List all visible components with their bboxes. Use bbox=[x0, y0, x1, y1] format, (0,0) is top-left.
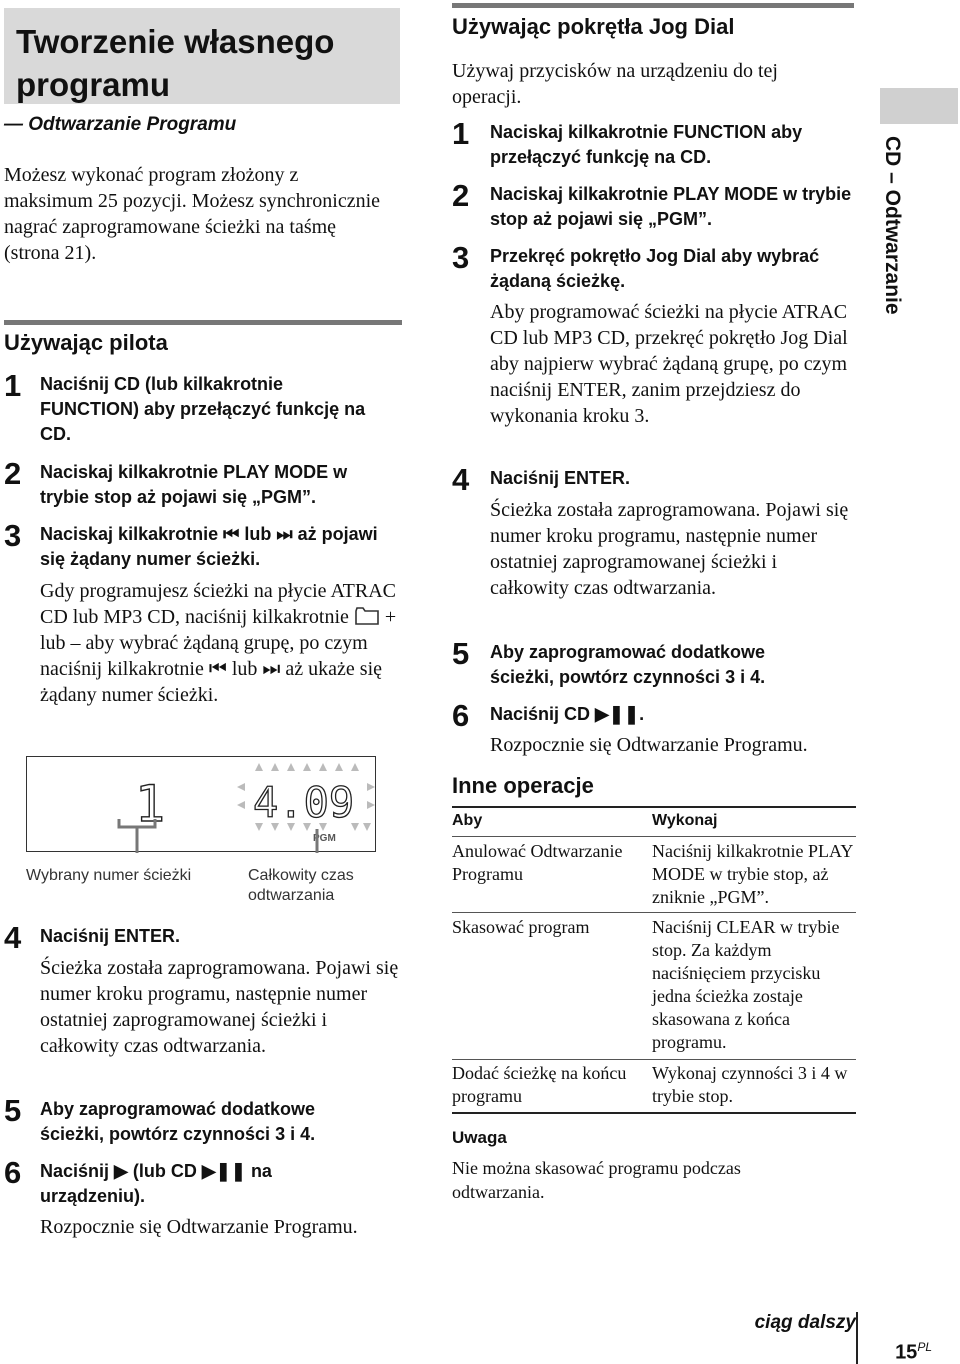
step-number: 2 bbox=[452, 178, 470, 213]
step-number: 2 bbox=[4, 456, 22, 491]
jog-step-4-body: Ścieżka została zaprogramowana. Pojawi się numer kroku programu, następnie numer ostatniej zaprogramowanej ścieżki i całkowity czas odtwarzania. bbox=[490, 499, 849, 599]
caption-track: Wybrany numer ścieżki bbox=[26, 867, 192, 884]
step-text: Naciskaj kilkakrotnie PLAY MODE w trybie stop aż pojawi się „PGM”. bbox=[40, 462, 348, 507]
jog-step-3-body: Aby programować ścieżki na płycie ATRAC CD lub MP3 CD, przekręć pokrętło Jog Dial aby najpierw wybrać żądaną grupę, po czym naciśnij ENTER, zanim przejdziesz do wykonania kroku 3. bbox=[490, 301, 848, 427]
page-title: Tworzenie własnego programu bbox=[16, 23, 335, 103]
step-text-a: Naciskaj kilkakrotnie bbox=[40, 524, 219, 544]
step-number: 4 bbox=[452, 462, 470, 497]
table-row-1-how: Naciśnij kilkakrotnie PLAY MODE w trybie stop, aż zniknie „PGM”. bbox=[652, 841, 853, 907]
step-text bbox=[40, 1159, 380, 1209]
table-bottom-rule bbox=[452, 1112, 856, 1114]
table-row-3-action: Dodać ścieżkę na końcu programu bbox=[452, 1063, 627, 1106]
step-text: Naciskaj kilkakrotnie PLAY MODE w trybie stop aż pojawi się „PGM”. bbox=[490, 184, 852, 229]
step-text bbox=[40, 522, 404, 572]
other-ops-heading: Inne operacje bbox=[452, 773, 594, 798]
display-time: 4.09 bbox=[253, 778, 355, 827]
body-part-c: lub bbox=[231, 658, 258, 680]
table-row-1-action: Anulować Odtwarzanie Programu bbox=[452, 841, 623, 884]
step-text: Naciskaj kilkakrotnie FUNCTION aby przełączyć funkcję na CD. bbox=[490, 122, 803, 167]
step-text: Aby zaprogramować dodatkowe ścieżki, powtórz czynności 3 i 4. bbox=[490, 642, 766, 687]
table-row-2-action: Skasować program bbox=[452, 917, 590, 937]
remote-step-6-body: Rozpocznie się Odtwarzanie Programu. bbox=[40, 1216, 358, 1238]
table-header-wykonaj: Wykonaj bbox=[652, 812, 718, 829]
display-track-digit: 1 bbox=[135, 775, 166, 833]
continued-label: ciąg dalszy bbox=[754, 1312, 856, 1333]
step-text-c: na urządzeniu). bbox=[40, 1161, 272, 1206]
next-track-icon: ⏭ bbox=[262, 658, 281, 680]
page-number-suffix: PL bbox=[917, 1340, 932, 1354]
step-number: 4 bbox=[4, 920, 22, 955]
step-text: Naciśnij ENTER. bbox=[490, 468, 631, 488]
step-number: 5 bbox=[452, 636, 470, 671]
prev-track-icon: ⏮ bbox=[208, 658, 227, 680]
step-number: 1 bbox=[4, 368, 22, 403]
table-row-rule bbox=[452, 1059, 856, 1060]
intro-text: Możesz wykonać program złożony z maksimum 25 pozycji. Możesz synchronicznie nagrać zaprogramowane ścieżki na taśmę (strona 21). bbox=[4, 164, 381, 264]
caption-time: Całkowity czas odtwarzania bbox=[248, 867, 354, 904]
step-text: Przekręć pokrętło Jog Dial aby wybrać żądaną ścieżkę. bbox=[490, 246, 820, 291]
step-text-a: Naciśnij bbox=[40, 1161, 110, 1181]
title-box bbox=[4, 8, 400, 104]
table-top-rule bbox=[452, 806, 856, 808]
folder-icon bbox=[354, 606, 380, 626]
body-part-a: Gdy programujesz ścieżki na płycie ATRAC CD lub MP3 CD, naciśnij kilkakrotnie bbox=[40, 580, 397, 628]
step-text-b: (lub CD bbox=[132, 1161, 197, 1181]
display-pgm: PGM bbox=[313, 833, 336, 844]
step-text: Naciśnij CD ▶❚❚. bbox=[490, 704, 645, 724]
step-text: Aby zaprogramować dodatkowe ścieżki, powtórz czynności 3 i 4. bbox=[40, 1099, 316, 1144]
step-text: Naciśnij ENTER. bbox=[40, 926, 181, 946]
note-text: Nie można skasować programu podczas odtwarzania. bbox=[452, 1158, 741, 1202]
body-part-d: aż ukaże się żądany numer ścieżki. bbox=[40, 658, 383, 706]
play-pause-icon: ▶❚❚ bbox=[201, 1161, 246, 1181]
side-tab-label: CD – Odtwarzanie bbox=[881, 136, 904, 315]
page-footer-rule bbox=[856, 1312, 858, 1364]
next-track-icon: ⏭ bbox=[276, 524, 293, 544]
table-row-3-how: Wykonaj czynności 3 i 4 w trybie stop. bbox=[652, 1063, 848, 1106]
display-graphic bbox=[27, 757, 377, 853]
play-icon: ▶ bbox=[114, 1161, 128, 1181]
step-number: 6 bbox=[4, 1155, 22, 1190]
side-tab bbox=[880, 136, 940, 346]
display-illustration bbox=[26, 756, 376, 852]
section-rule bbox=[4, 320, 402, 325]
table-row-2-how: Naciśnij CLEAR w trybie stop. Za każdym naciśnięciem przycisku jedna ścieżka zostaje skasowana z końca programu. bbox=[652, 917, 840, 1052]
section-rule bbox=[452, 3, 854, 8]
side-tab-marker bbox=[880, 88, 958, 124]
subtitle: — Odtwarzanie Programu bbox=[4, 114, 237, 135]
page-number-value: 15 bbox=[895, 1341, 918, 1364]
remote-step-4-body: Ścieżka została zaprogramowana. Pojawi się numer kroku programu, następnie numer ostatniej zaprogramowanej ścieżki i całkowity czas odtwarzania. bbox=[40, 957, 399, 1057]
step-text: Naciśnij CD (lub kilkakrotnie FUNCTION) aby przełączyć funkcję na CD. bbox=[40, 374, 366, 444]
step-number: 3 bbox=[452, 240, 470, 275]
step-text-b: lub bbox=[244, 524, 272, 544]
step-number: 6 bbox=[452, 698, 470, 733]
step-text-c: aż pojawi się żądany numer ścieżki. bbox=[40, 524, 378, 569]
step-number: 3 bbox=[4, 518, 22, 553]
table-header-rule bbox=[452, 836, 856, 837]
table-row-rule bbox=[452, 912, 856, 913]
jog-heading: Używając pokrętła Jog Dial bbox=[452, 14, 735, 39]
note-heading: Uwaga bbox=[452, 1128, 507, 1147]
prev-track-icon: ⏮ bbox=[223, 524, 240, 544]
body-part-b: + lub – aby wybrać żądaną grupę, po czym naciśnij kilkakrotnie bbox=[40, 606, 397, 680]
jog-intro: Używaj przycisków na urządzeniu do tej operacji. bbox=[452, 60, 778, 108]
play-pause-icon: ▶❚❚ bbox=[595, 704, 640, 724]
remote-step-3-body bbox=[40, 578, 400, 708]
step-number: 5 bbox=[4, 1093, 22, 1128]
step-text-a: Naciśnij CD bbox=[490, 704, 591, 724]
page-number bbox=[895, 1340, 932, 1364]
jog-step-6-body: Rozpocznie się Odtwarzanie Programu. bbox=[490, 734, 808, 756]
step-number: 1 bbox=[452, 116, 470, 151]
remote-heading: Używając pilota bbox=[4, 330, 168, 355]
table-header-aby: Aby bbox=[452, 812, 483, 829]
